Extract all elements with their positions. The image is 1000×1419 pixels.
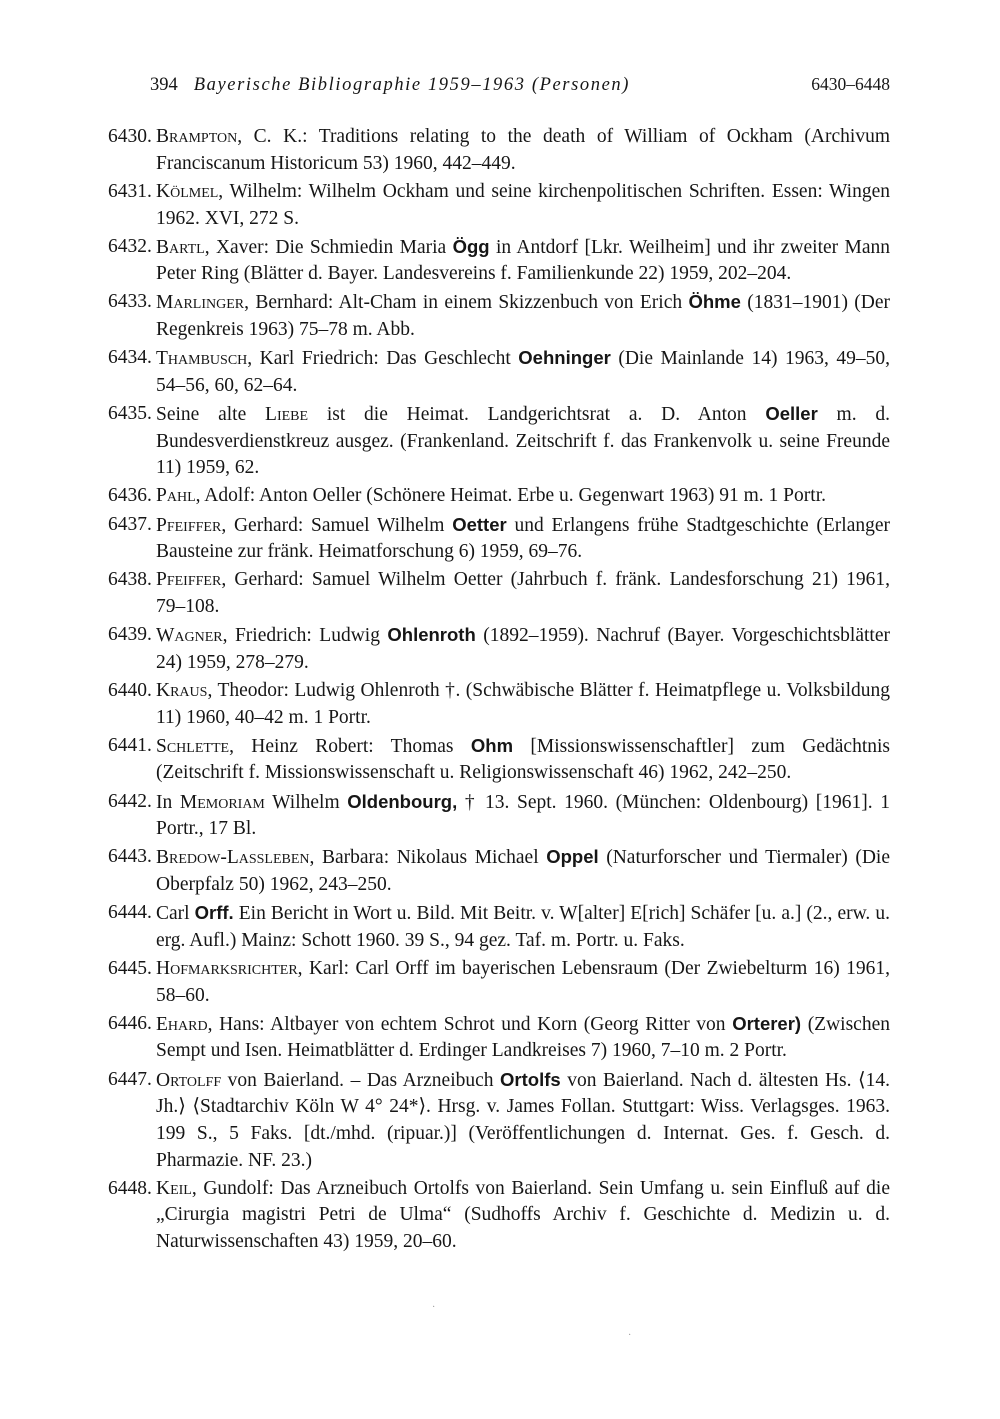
entry-author: Ortolff xyxy=(156,1069,222,1091)
entry-text: , Friedrich: Ludwig xyxy=(222,625,388,647)
entry-author: Keil xyxy=(156,1177,192,1199)
entry-subject: Öhme xyxy=(688,291,741,313)
entry-subject: Oldenbourg, xyxy=(347,790,458,812)
entry-text: , Karl Friedrich: Das Geschlecht xyxy=(247,348,519,370)
page-number: 394 xyxy=(150,75,178,95)
entry-author: Bartl xyxy=(156,236,205,258)
entry-subject: Ohm xyxy=(470,734,514,756)
entry-author: Thambusch xyxy=(156,348,248,370)
entry-text: † 13. Sept. 1960. (München: Oldenbourg) [1961]. 1 Portr., 17 Bl. xyxy=(156,791,890,840)
bibliography-entries xyxy=(108,124,890,1256)
entry-text: (Zwischen Sempt und Isen. Heimatblätter d. Erdinger Landkreises 7) 1960, 7–10 m. 2 Portr. xyxy=(156,1013,890,1062)
bibliography-entry xyxy=(108,234,890,288)
entry-subject: Orff. xyxy=(194,902,234,924)
bibliography-entry xyxy=(108,733,890,787)
entry-text: (Die Mainlande 14) 1963, 49–50, 54–56, 60, 62–64. xyxy=(156,348,890,396)
entry-range: 6430–6448 xyxy=(811,74,890,94)
entry-number: 6436. xyxy=(108,485,152,507)
entry-number: 6443. xyxy=(108,846,152,868)
bibliography-entry xyxy=(108,1067,890,1175)
entry-text: , Theodor: Ludwig Ohlenroth †. (Schwäbische Blätter f. Heimatpflege u. Volksbildung 11) 1960, 40–42 m. 1 Portr. xyxy=(156,679,890,728)
entry-text: ist die Heimat. Landgerichtsrat a. D. Anton xyxy=(308,403,766,425)
entry-number: 6447. xyxy=(108,1068,152,1090)
entry-text: , Gerhard: Samuel Wilhelm xyxy=(221,514,453,536)
entry-subject: Oppel xyxy=(546,846,599,868)
entry-author: Ehard xyxy=(156,1013,208,1035)
bibliography-entry xyxy=(108,678,890,731)
entry-text: von Baierland. – Das Arzneibuch xyxy=(221,1069,501,1091)
entry-number: 6435. xyxy=(108,402,152,424)
entry-subject: Orterer) xyxy=(732,1012,802,1034)
bibliography-entry xyxy=(108,622,890,676)
entry-author: Pfeiffer xyxy=(156,569,222,591)
bibliography-entry xyxy=(108,512,890,566)
entry-author: Memoriam xyxy=(179,791,265,813)
bibliography-entry xyxy=(108,483,890,510)
bibliography-entry xyxy=(108,179,890,232)
bibliography-entry xyxy=(108,345,890,399)
bibliography-entry xyxy=(108,789,890,843)
bibliography-entry xyxy=(108,900,890,954)
entry-number: 6437. xyxy=(108,513,152,535)
entry-author: Wagner xyxy=(156,625,223,647)
bibliography-entry xyxy=(108,567,890,620)
entry-text: Ein Bericht in Wort u. Bild. Mit Beitr. v. W[alter] E[rich] Schäfer [u. a.] (2., erw. u. erg. Aufl.) Mainz: Schott 1960. 39 S., 94 gez. Taf. m. Portr. u. Faks. xyxy=(156,903,890,951)
entry-author: Pfeiffer xyxy=(156,514,222,536)
entry-lead: Seine alte xyxy=(156,403,266,425)
entry-subject: Ortolfs xyxy=(500,1068,561,1090)
entry-number: 6446. xyxy=(108,1012,152,1034)
entry-text: , Gerhard: Samuel Wilhelm Oetter (Jahrbuch f. fränk. Landesforschung 21) 1961, 79–108. xyxy=(156,569,890,618)
entry-text: [Missionswissenschaftler] zum Gedächtnis (Zeitschrift f. Missionswissenschaft u. Religionswissenschaft 46) 1962, 242–250. xyxy=(156,735,890,784)
entry-text: , Adolf: Anton Oeller (Schönere Heimat. Erbe u. Gegenwart 1963) 91 m. 1 Portr. xyxy=(195,485,826,507)
entry-number: 6445. xyxy=(108,957,152,979)
entry-number: 6444. xyxy=(108,902,152,924)
entry-author: Kölmel xyxy=(156,180,219,202)
stray-mark: · xyxy=(628,1330,632,1341)
bibliography-entry xyxy=(108,1176,890,1256)
entry-number: 6434. xyxy=(108,347,152,369)
entry-text: (1831–1901) (Der Regenkreis 1963) 75–78 m. Abb. xyxy=(156,292,890,341)
entry-text: , Barbara: Nikolaus Michael xyxy=(309,847,547,869)
entry-subject: Oeller xyxy=(765,402,818,424)
entry-subject: Oetter xyxy=(452,513,507,535)
entry-number: 6440. xyxy=(108,679,152,701)
entry-number: 6439. xyxy=(108,624,152,646)
bibliography-entry xyxy=(108,1011,890,1065)
entry-author: Kraus xyxy=(156,679,208,701)
entry-number: 6441. xyxy=(108,734,152,756)
entry-text: , Wilhelm: Wilhelm Ockham und seine kirchenpolitischen Schriften. Essen: Wingen 1962. XVI, 272 S. xyxy=(156,180,890,229)
entry-number: 6431. xyxy=(108,180,152,202)
entry-number: 6442. xyxy=(108,790,152,812)
bibliography-entry xyxy=(108,956,890,1009)
entry-lead: In xyxy=(156,791,180,813)
entry-text: in Antdorf [Lkr. Weilheim] und ihr zweiter Mann Peter Ring (Blätter d. Bayer. Landesvereins f. Familienkunde 22) 1959, 202–204. xyxy=(156,236,890,285)
entry-subject: Oehninger xyxy=(518,347,611,369)
entry-author: Schlette xyxy=(156,735,230,757)
entry-text: (1892–1959). Nachruf (Bayer. Vorgeschichtsblätter 24) 1959, 278–279. xyxy=(156,625,890,673)
entry-text: , Karl: Carl Orff im bayerischen Lebensraum (Der Zwiebelturm 16) 1961, 58–60. xyxy=(156,957,890,1006)
entry-text: , Heinz Robert: Thomas xyxy=(229,735,471,757)
bibliography-entry xyxy=(108,844,890,898)
entry-author: Bredow-Lassleben xyxy=(156,847,310,869)
entry-text: , Gundolf: Das Arzneibuch Ortolfs von Baierland. Sein Umfang u. sein Einfluß auf die „Cirurgia magistri Petri de Ulma“ (Sudhoffs Archiv f. Geschichte d. Medizin u. d. Naturwissenschaften 43) 1959, 20–60. xyxy=(156,1177,890,1253)
entry-text: und Erlangens frühe Stadtgeschichte (Erlanger Bausteine zur fränk. Heimatforschung 6) 1959, 69–76. xyxy=(156,514,890,563)
bibliography-entry xyxy=(108,401,890,482)
entry-text: , Hans: Altbayer von echtem Schrot und Korn (Georg Ritter von xyxy=(207,1013,733,1035)
entry-text: , Bernhard: Alt-Cham in einem Skizzenbuch von Erich xyxy=(244,292,689,314)
entry-number: 6448. xyxy=(108,1177,152,1199)
entry-text: m. d. Bundesverdienstkreuz ausgez. (Frankenland. Zeitschrift f. das Frankenvolk u. seine Freunde 11) 1959, 62. xyxy=(156,403,891,479)
entry-subject: Ohlenroth xyxy=(387,624,476,646)
running-head xyxy=(150,74,890,100)
entry-lead: Carl xyxy=(156,903,195,925)
entry-subject: Ögg xyxy=(452,235,490,257)
entry-number: 6430. xyxy=(108,126,152,147)
bibliography-entry xyxy=(108,124,890,177)
book-page xyxy=(108,74,890,1257)
bibliography-entry xyxy=(108,289,890,343)
entry-author: Pahl xyxy=(156,485,196,507)
entry-text: , C. K.: Traditions relating to the death of William of Ockham (Archivum Franciscanum Historicum 53) 1960, 442–449. xyxy=(156,126,890,174)
entry-author: Hofmarksrichter xyxy=(156,957,298,979)
running-title: Bayerische Bibliographie 1959–1963 (Personen) xyxy=(193,75,631,95)
entry-number: 6438. xyxy=(108,569,152,591)
entry-author: Liebe xyxy=(265,403,309,425)
stray-mark: · xyxy=(432,1302,436,1313)
entry-text: von Baierland. Nach d. ältesten Hs. ⟨14. Jh.⟩ ⟨Stadtarchiv Köln W 4° 24*⟩. Hrsg. v. James Follan. Stuttgart: Wiss. Verlagsges. 1963. 199 S., 5 Faks. [dt./mhd. (ripuar.)] (Veröffentlichungen d. Internat. Ges. f. Gesch. d. Pharmazie. NF. 23.) xyxy=(156,1069,890,1171)
entry-text: (Naturforscher und Tiermaler) (Die Oberpfalz 50) 1962, 243–250. xyxy=(156,847,890,896)
entry-number: 6433. xyxy=(108,291,152,313)
entry-author: Marlinger xyxy=(156,292,245,314)
entry-text: Wilhelm xyxy=(264,791,348,813)
entry-text: , Xaver: Die Schmiedin Maria xyxy=(204,236,453,258)
entry-author: Brampton xyxy=(156,126,238,147)
entry-number: 6432. xyxy=(108,235,152,257)
